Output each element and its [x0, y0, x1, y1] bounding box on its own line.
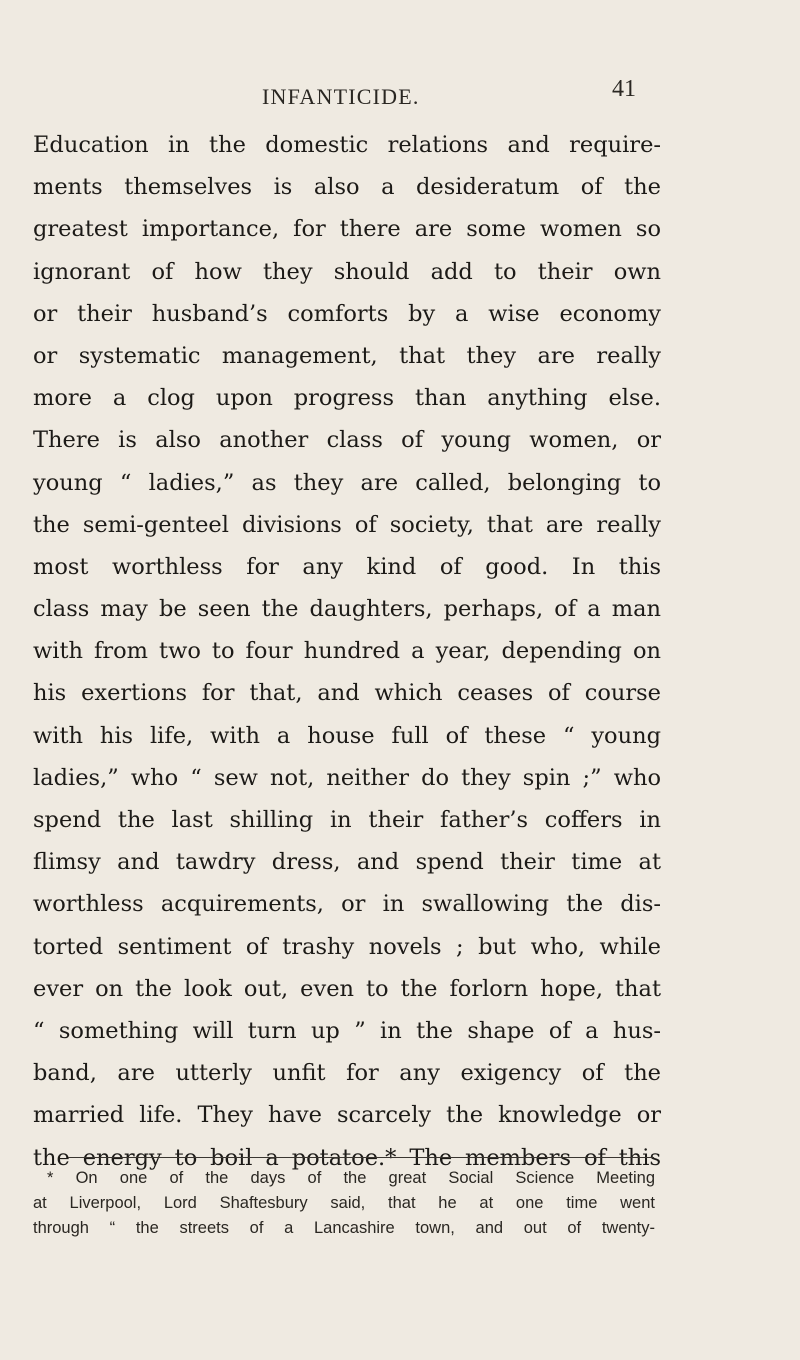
- body-text: [33, 124, 661, 1179]
- text-line: his exertions for that, and which ceases of course: [33, 680, 661, 707]
- text-line: There is also another class of young women, or: [33, 427, 661, 454]
- footnote-line: at Liverpool, Lord Shaftesbury said, that he at one time went: [33, 1194, 655, 1212]
- running-head: [0, 76, 800, 110]
- text-line: “ something will turn up ” in the shape of a hus-: [33, 1017, 661, 1044]
- footnote-line: * On one of the days of the great Social Science Meeting: [47, 1169, 655, 1187]
- text-line: or their husband’s comforts by a wise economy: [33, 300, 661, 327]
- text-line: ladies,” who “ sew not, neither do they spin ;” who: [33, 764, 661, 791]
- text-line: with from two to four hundred a year, depending on: [33, 638, 661, 665]
- text-line: worthless acquirements, or in swallowing the dis-: [33, 891, 661, 918]
- text-line: ever on the look out, even to the forlorn hope, that: [33, 975, 661, 1002]
- text-line: spend the last shilling in their father’s coffers in: [33, 807, 661, 833]
- text-line: the energy to boil a potatoe.* The members of this: [33, 1144, 661, 1171]
- text-line: more a clog upon progress than anything else.: [33, 385, 661, 412]
- text-line: Education in the domestic relations and require-: [33, 132, 661, 158]
- text-line: with his life, with a house full of these “ young: [33, 722, 661, 749]
- text-line: class may be seen the daughters, perhaps, of a man: [33, 596, 661, 623]
- text-line: greatest importance, for there are some women so: [33, 216, 661, 243]
- text-line: band, are utterly unfit for any exigency of the: [33, 1060, 661, 1087]
- text-line: young “ ladies,” as they are called, belonging to: [33, 469, 661, 496]
- text-line: flimsy and tawdry dress, and spend their time at: [33, 849, 661, 876]
- text-line: married life. They have scarcely the knowledge or: [33, 1102, 661, 1129]
- footnotes: [33, 1166, 655, 1241]
- text-line: or systematic management, that they are really: [33, 342, 661, 369]
- footnote-line: through “ the streets of a Lancashire town, and out of twenty-: [33, 1219, 655, 1237]
- page-number: 41: [612, 76, 636, 102]
- footnote-rule: [68, 1157, 654, 1158]
- running-title: INFANTICIDE.: [262, 84, 420, 109]
- text-line: most worthless for any kind of good. In this: [33, 553, 661, 580]
- text-line: torted sentiment of trashy novels ; but who, while: [33, 933, 661, 960]
- text-line: ignorant of how they should add to their own: [33, 258, 661, 285]
- text-line: the semi-genteel divisions of society, that are really: [33, 511, 661, 538]
- text-line: ments themselves is also a desideratum of the: [33, 174, 661, 201]
